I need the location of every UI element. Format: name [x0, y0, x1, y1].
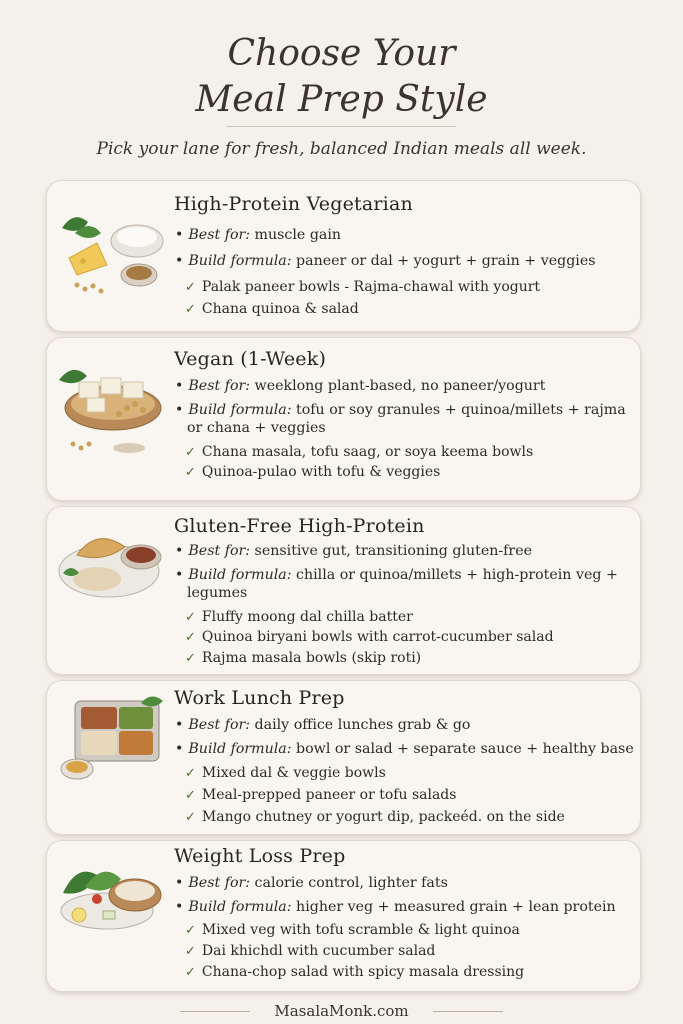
check-item: ✓ Chana-chop salad with spicy masala dressing	[185, 964, 525, 980]
check-icon: ✓	[185, 610, 196, 625]
title-divider	[226, 126, 456, 127]
card-title: High-Protein Vegetarian	[174, 193, 413, 215]
check-item: ✓ Quinoa biryani bowls with carrot-cucumber salad	[185, 629, 554, 645]
best-for-line: • Best for: muscle gain	[175, 227, 342, 243]
card-title: Work Lunch Prep	[174, 687, 345, 709]
check-icon: ✓	[185, 651, 196, 666]
chilla-quinoa-image	[57, 525, 167, 605]
build-formula-line: • Build formula: bowl or salad + separate sauce + healthy base	[175, 741, 634, 757]
paneer-yogurt-image	[57, 203, 167, 303]
build-formula-line: • Build formula: tofu or soy granules + quinoa/millets + rajma	[175, 402, 626, 418]
check-item: ✓ Palak paneer bowls - Rajma-chawal with yogurt	[185, 279, 541, 295]
check-item: ✓ Chana quinoa & salad	[185, 301, 359, 317]
check-icon: ✓	[185, 788, 196, 803]
tofu-chickpea-image	[57, 360, 167, 470]
footer-site-link[interactable]: MasalaMonk.com	[274, 1002, 409, 1020]
check-item: ✓ Meal-prepped paneer or tofu salads	[185, 787, 457, 803]
salad-plate-image	[57, 853, 167, 937]
card-title: Vegan (1-Week)	[174, 348, 327, 370]
check-icon: ✓	[185, 923, 196, 938]
best-for-line: • Best for: sensitive gut, transitioning gluten-free	[175, 543, 532, 559]
check-icon: ✓	[185, 465, 196, 480]
check-icon: ✓	[185, 302, 196, 317]
check-item: ✓ Fluffy moong dal chilla batter	[185, 609, 413, 625]
check-icon: ✓	[185, 630, 196, 645]
check-icon: ✓	[185, 810, 196, 825]
build-formula-line: • Build formula: higher veg + measured grain + lean protein	[175, 899, 616, 915]
check-icon: ✓	[185, 280, 196, 295]
card-work-lunch	[46, 680, 641, 835]
check-item: ✓ Chana masala, tofu saag, or soya keema bowls	[185, 444, 534, 460]
card-title: Weight Loss Prep	[174, 845, 346, 867]
page-title-line2: Meal Prep Style	[195, 79, 488, 120]
check-item: ✓ Mixed veg with tofu scramble & light quinoa	[185, 922, 520, 938]
card-vegan	[46, 337, 641, 501]
check-item: ✓ Mango chutney or yogurt dip, packeéd. on the side	[185, 809, 565, 825]
page-subtitle: Pick your lane for fresh, balanced Indian meals all week.	[96, 139, 587, 159]
card-weight-loss	[46, 840, 641, 992]
check-icon: ✓	[185, 944, 196, 959]
check-item: ✓ Mixed dal & veggie bowls	[185, 765, 386, 781]
build-formula-line: • Build formula: chilla or quinoa/millets + high-protein veg +	[175, 567, 618, 583]
card-title: Gluten-Free High-Protein	[174, 515, 425, 537]
check-icon: ✓	[185, 766, 196, 781]
check-item: ✓ Rajma masala bowls (skip roti)	[185, 650, 422, 666]
check-icon: ✓	[185, 445, 196, 460]
card-high-protein-vegetarian	[46, 180, 641, 332]
best-for-line: • Best for: weeklong plant-based, no paneer/yogurt	[175, 378, 546, 394]
build-formula-continued: legumes	[187, 585, 248, 601]
card-gluten-free	[46, 506, 641, 675]
check-item: ✓ Quinoa-pulao with tofu & veggies	[185, 464, 441, 480]
check-item: ✓ Dai khichdl with cucumber salad	[185, 943, 436, 959]
check-icon: ✓	[185, 965, 196, 980]
best-for-line: • Best for: calorie control, lighter fats	[175, 875, 448, 891]
best-for-line: • Best for: daily office lunches grab & go	[175, 717, 471, 733]
build-formula-continued: or chana + veggies	[187, 420, 326, 436]
build-formula-line: • Build formula: paneer or dal + yogurt + grain + veggies	[175, 253, 596, 269]
page-title-line1: Choose Your	[227, 33, 456, 74]
lunch-box-image	[57, 695, 167, 785]
